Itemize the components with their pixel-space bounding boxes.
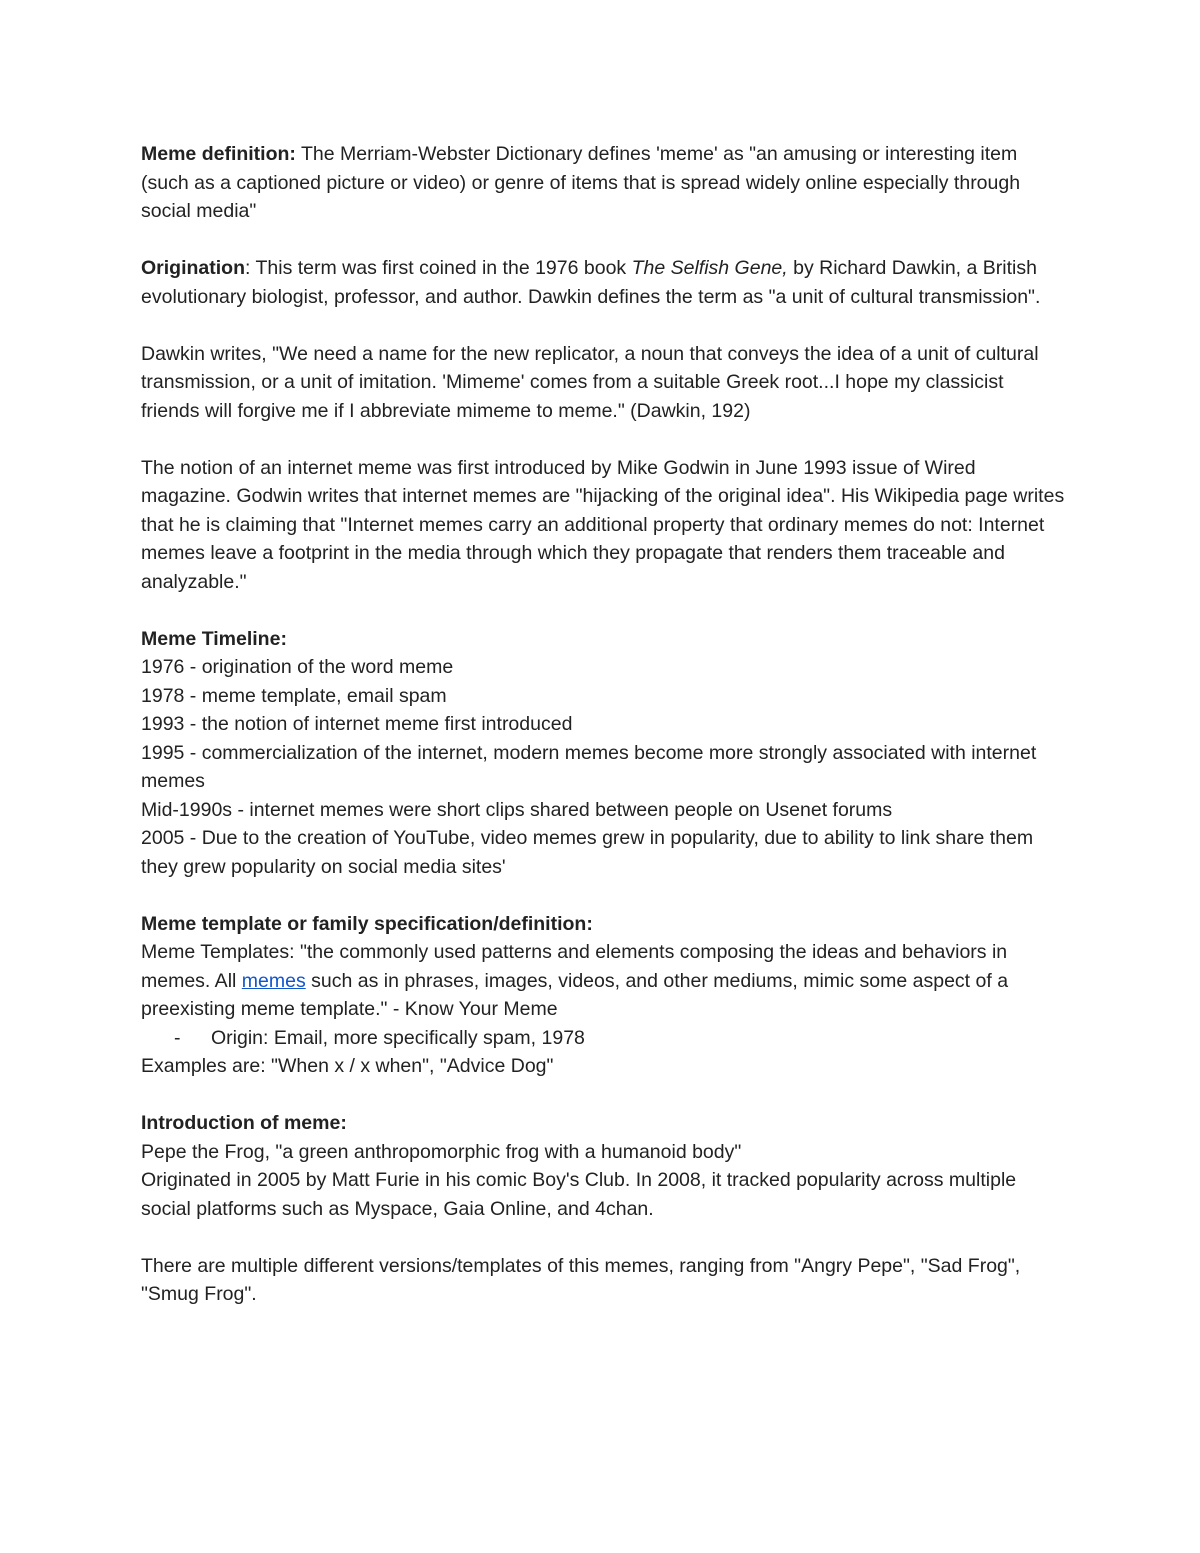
- timeline-item: 1995 - commercialization of the internet, modern memes become more strongly associated with internet memes: [141, 741, 1037, 792]
- paragraph-gap: [141, 226, 1066, 255]
- timeline-item: 1976 - origination of the word meme: [141, 656, 454, 678]
- origination-paragraph: [141, 254, 1066, 311]
- template-heading: Meme template or family specification/definition:: [141, 912, 593, 935]
- template-examples: Examples are: "When x / x when", "Advice Dog": [141, 1055, 554, 1077]
- paragraph-gap: [141, 425, 1066, 454]
- timeline-item: 1993 - the notion of internet meme first introduced: [141, 713, 573, 735]
- meme-definition-text: The Merriam-Webster Dictionary defines 'meme' as "an amusing or interesting item (such as a captioned picture or video) or genre of items that is spread widely online especially through social media": [141, 143, 1021, 222]
- bullet-text: Origin: Email, more specifically spam, 1978: [211, 1026, 585, 1049]
- meme-definition-paragraph: [141, 140, 1066, 226]
- introduction-versions: There are multiple different versions/templates of this memes, ranging from "Angry Pepe", "Sad Frog", "Smug Frog".: [141, 1254, 1021, 1305]
- origination-text-before-title: : This term was first coined in the 1976 book: [245, 257, 632, 279]
- paragraph-gap: [141, 596, 1066, 625]
- introduction-line-origin: Originated in 2005 by Matt Furie in his comic Boy's Club. In 2008, it tracked popularity across multiple social platforms such as Myspace, Gaia Online, and 4chan.: [141, 1169, 1017, 1220]
- template-text-after-link: such as in phrases, images, videos, and other mediums, mimic some aspect of a preexisting meme template." - Know Your Meme: [141, 969, 1009, 1020]
- timeline-heading: Meme Timeline:: [141, 627, 287, 650]
- template-origin-bullet: [141, 1024, 1066, 1053]
- timeline-item: 2005 - Due to the creation of YouTube, video memes grew in popularity, due to ability to link share them they grew popularity on social media sites': [141, 827, 1034, 878]
- internet-meme-paragraph: The notion of an internet meme was first introduced by Mike Godwin in June 1993 issue of Wired magazine. Godwin writes that internet memes are "hijacking of the original idea". His Wikipedia page writes that he is claiming that "Internet memes carry an additional property that ordinary memes do not: Internet memes leave a footprint in the media through which they propagate that renders them traceable and analyzable.": [141, 456, 1065, 593]
- origination-heading: Origination: [141, 257, 245, 279]
- timeline-item: 1978 - meme template, email spam: [141, 684, 447, 707]
- introduction-heading: Introduction of meme:: [141, 1112, 347, 1134]
- memes-link[interactable]: memes: [241, 969, 306, 992]
- origination-text-after-title: by Richard Dawkin, a British evolutionary biologist, professor, and author. Dawkin defines the term as "a unit of cultural transmission".: [141, 257, 1041, 308]
- paragraph-gap: [141, 881, 1066, 910]
- book-title: The Selfish Gene,: [631, 257, 788, 279]
- document-body: [141, 140, 1066, 1309]
- bullet-dash: -: [174, 1026, 181, 1049]
- template-definition-paragraph: [141, 938, 1066, 1024]
- paragraph-gap: [141, 311, 1066, 340]
- paragraph-gap: [141, 1081, 1066, 1110]
- timeline-item: Mid-1990s - internet memes were short clips shared between people on Usenet forums: [141, 798, 893, 821]
- paragraph-gap: [141, 1223, 1066, 1252]
- dawkin-quote-paragraph: Dawkin writes, "We need a name for the new replicator, a noun that conveys the idea of a unit of cultural transmission, or a unit of imitation. 'Mimeme' comes from a suitable Greek root...I hope my classicist friends will forgive me if I abbreviate mimeme to meme." (Dawkin, 192): [141, 342, 1039, 422]
- meme-definition-heading: Meme definition:: [141, 143, 296, 165]
- introduction-line-pepe: Pepe the Frog, "a green anthropomorphic frog with a humanoid body": [141, 1140, 742, 1163]
- template-text-before-link: Meme Templates: "the commonly used patterns and elements composing the ideas and behaviors in memes. All: [141, 941, 1008, 992]
